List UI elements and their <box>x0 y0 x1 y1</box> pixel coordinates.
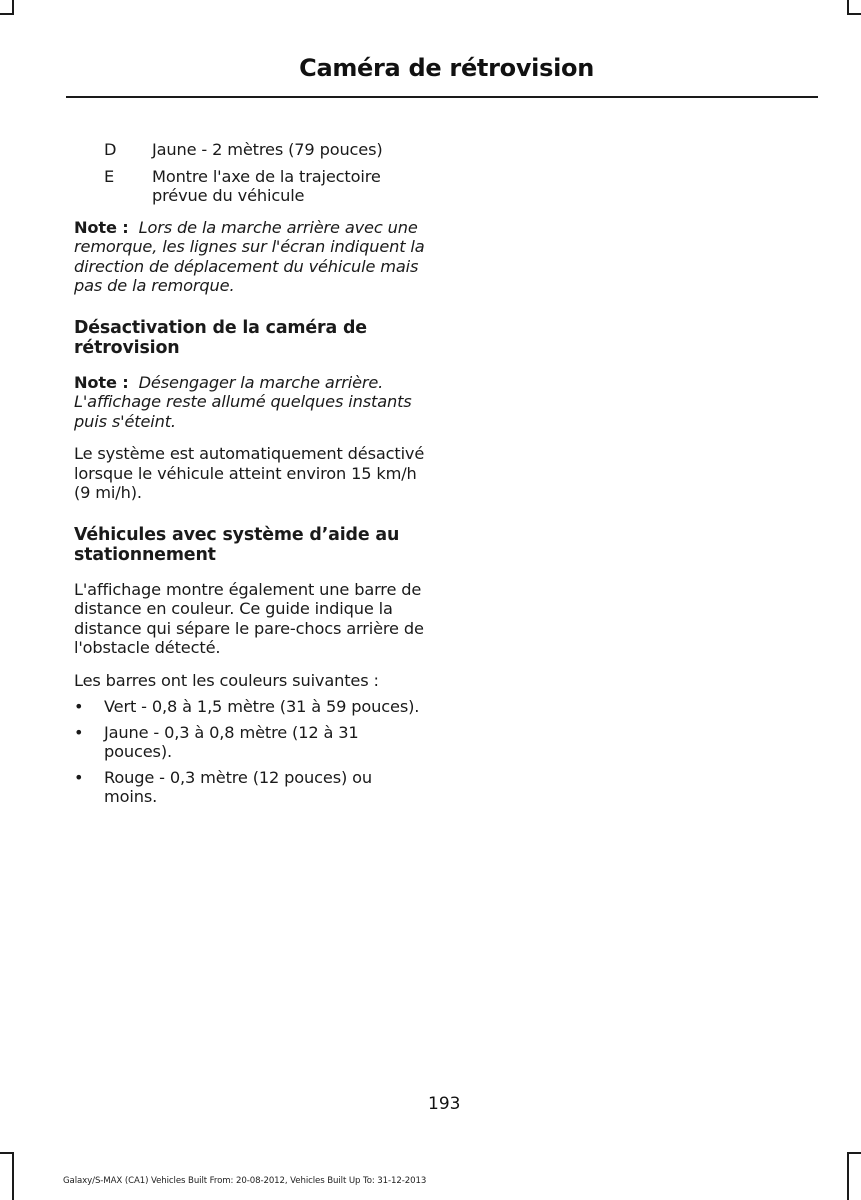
legend-text: Montre l'axe de la trajectoire prévue du véhicule <box>152 166 381 205</box>
section-heading-deactivation: Désactivation de la caméra de rétrovision <box>74 317 367 358</box>
crop-mark-top-left-horizontal <box>0 13 14 15</box>
paragraph-distance-bar: L'affichage montre également une barre de distance en couleur. Ce guide indique la distance qui sépare le pare-chocs arrière de l'obstacle détecté. <box>74 579 424 657</box>
paragraph-bar-colors: Les barres ont les couleurs suivantes : <box>74 670 379 690</box>
note-text: Lors de la marche arrière avec une remorque, les lignes sur l'écran indiquent la direction de déplacement du véhicule mais pas de la remorque. <box>74 217 425 295</box>
main-column <box>74 140 428 813</box>
bullet-icon: • <box>74 767 84 787</box>
crop-mark-bottom-left-horizontal <box>0 1152 14 1154</box>
list-item <box>74 768 428 807</box>
crop-mark-bottom-right-horizontal <box>847 1152 861 1154</box>
note-disengage <box>74 373 428 432</box>
page-number: 193 <box>428 1094 461 1114</box>
list-item <box>74 697 428 717</box>
crop-mark-top-right-vertical <box>847 0 849 14</box>
note-label: Note : <box>74 372 129 392</box>
list-item-text: Rouge - 0,3 mètre (12 pouces) ou moins. <box>104 767 373 806</box>
crop-mark-top-right-horizontal <box>847 13 861 15</box>
paragraph-auto-deactivation: Le système est automatiquement désactivé lorsque le véhicule atteint environ 15 km/h (9 mi/h). <box>74 444 425 502</box>
crop-mark-bottom-right-vertical <box>847 1152 849 1200</box>
legend-item-d <box>104 140 428 160</box>
list-item-text: Jaune - 0,3 à 0,8 mètre (12 à 31 pouces). <box>104 722 359 761</box>
legend-item-e <box>104 167 428 206</box>
crop-mark-bottom-left-vertical <box>12 1152 14 1200</box>
note-label: Note : <box>74 217 129 237</box>
bullet-icon: • <box>74 722 84 742</box>
footer-vehicle-info: Galaxy/S-MAX (CA1) Vehicles Built From: 20-08-2012, Vehicles Built Up To: 31-12-2013 <box>63 1176 427 1186</box>
page-title: Caméra de rétrovision <box>299 54 594 82</box>
note-text: Désengager la marche arrière. L'affichage reste allumé quelques instants puis s'éteint. <box>74 372 412 431</box>
legend-key: E <box>104 166 115 186</box>
legend-key: D <box>104 140 117 159</box>
crop-mark-top-left-vertical <box>12 0 14 14</box>
list-item-text: Vert - 0,8 à 1,5 mètre (31 à 59 pouces). <box>104 697 420 716</box>
bullet-icon: • <box>74 697 84 716</box>
bar-color-list <box>74 697 428 807</box>
note-trailer <box>74 218 428 296</box>
header-divider <box>66 96 818 98</box>
section-heading-parking-aid: Véhicules avec système d’aide au stationnement <box>74 524 400 565</box>
list-item <box>74 723 428 762</box>
legend-text: Jaune - 2 mètres (79 pouces) <box>152 140 383 159</box>
